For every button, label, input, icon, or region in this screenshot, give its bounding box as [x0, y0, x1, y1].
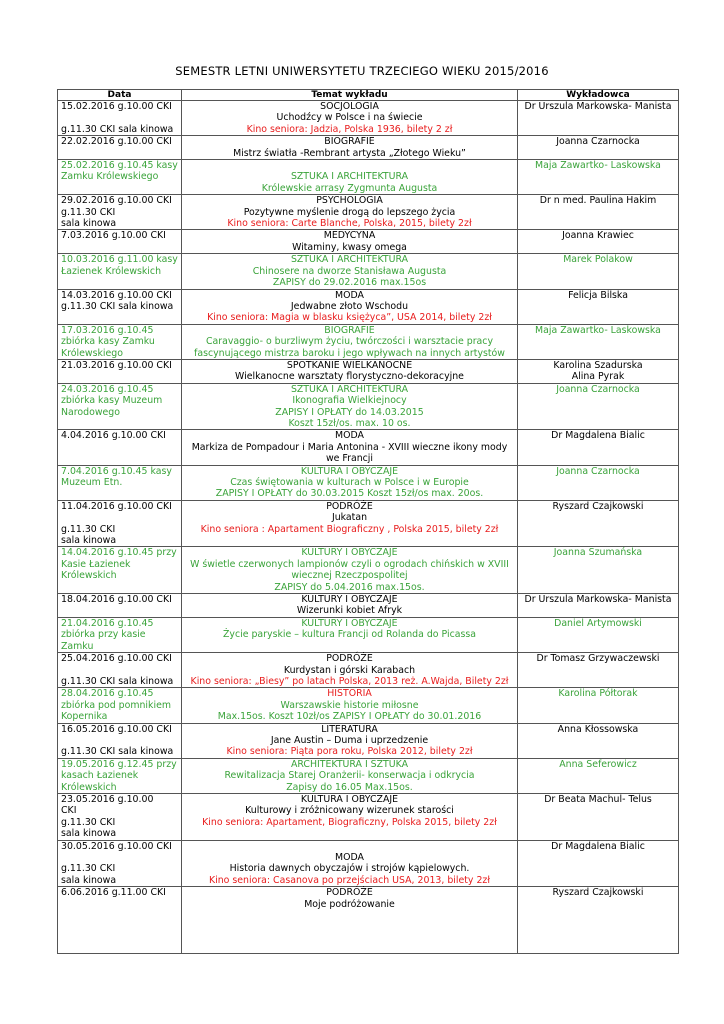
topic-line: Kino seniora: Magia w blasku księżyca”, USA 2014, bilety 2zł: [207, 312, 492, 324]
topic-line: Ikonografia Wielkiejnocy: [292, 395, 407, 407]
lecturer-cell: Marek Polakow: [518, 254, 679, 289]
topic-line: Witaminy, kwasy omega: [292, 241, 407, 253]
topic-line: Czas świętowania w kulturach w Polsce i w Europie: [230, 477, 469, 488]
date-cell: 16.05.2016 g.10.00 CKI g.11.30 CKI sala kinowa: [58, 723, 182, 758]
table-row: [58, 254, 679, 289]
table-row: [58, 617, 679, 652]
topic-cell: [182, 465, 518, 500]
date-cell: 29.02.2016 g.10.00 CKI g.11.30 CKI sala kinowa: [58, 195, 182, 230]
lecturer-cell: Daniel Artymowski: [518, 617, 679, 652]
table-row: [58, 383, 679, 430]
lecturer-cell: Joanna Czarnocka: [518, 465, 679, 500]
topic-line: LITERATURA: [321, 723, 378, 735]
topic-cell: [182, 617, 518, 652]
topic-line: MODA: [335, 852, 364, 863]
topic-line: Kino seniora: „Biesy” po latach Polska, 2013 reż. A.Wajda, Bilety 2zł: [190, 675, 509, 687]
lecturer-cell: Anna Kłossowska: [518, 723, 679, 758]
topic-line: BIOGRAFIE: [324, 324, 375, 336]
lecturer-cell: Anna Seferowicz: [518, 758, 679, 793]
date-cell: 25.02.2016 g.10.45 kasy Zamku Królewskiego: [58, 160, 182, 195]
topic-cell: [182, 160, 518, 195]
table-row: [58, 430, 679, 465]
topic-line: SOCJOLOGIA: [320, 101, 379, 112]
topic-line: SZTUKA I ARCHITEKTURA: [290, 171, 409, 183]
topic-line: ZAPISY do 5.04.2016 max.15os.: [274, 581, 425, 593]
topic-line: Wizerunki kobiet Afryk: [296, 605, 403, 617]
table-row: [58, 688, 679, 723]
lecturer-cell: Maja Zawartko- Laskowska: [518, 324, 679, 359]
topic-line: Zapisy do 16.05 Max.15os.: [286, 781, 413, 793]
table-row: [58, 723, 679, 758]
date-cell: 7.03.2016 g.10.00 CKI: [58, 230, 182, 254]
column-header-date: Data: [58, 90, 182, 101]
date-cell: 10.03.2016 g.11.00 kasy Łazienek Królewskich: [58, 254, 182, 289]
topic-cell: [182, 688, 518, 723]
topic-cell: [182, 136, 518, 160]
table-header-row: [58, 90, 679, 101]
topic-line: Pozytywne myślenie drogą do lepszego życia: [243, 206, 456, 218]
date-cell: 4.04.2016 g.10.00 CKI: [58, 430, 182, 465]
topic-cell: [182, 324, 518, 359]
topic-cell: [182, 383, 518, 430]
topic-line: PSYCHOLOGIA: [316, 195, 383, 207]
lecturer-cell: Maja Zawartko- Laskowska: [518, 160, 679, 195]
table-row: [58, 594, 679, 618]
table-row: [58, 289, 679, 324]
date-cell: 17.03.2016 g.10.45 zbiórka kasy Zamku Królewskiego: [58, 324, 182, 359]
topic-line: SZTUKA I ARCHITEKTURA: [290, 383, 409, 395]
date-cell: 14.04.2016 g.10.45 przy Kasie Łazienek Królewskich: [58, 547, 182, 594]
topic-cell: [182, 500, 518, 547]
topic-line: PODRÓŻE: [326, 500, 373, 512]
lecturer-cell: Ryszard Czajkowski: [518, 500, 679, 547]
table-row: [58, 547, 679, 594]
table-row: [58, 500, 679, 547]
lecturer-cell: Dr Urszula Markowska- Manista: [518, 101, 679, 136]
table-row: [58, 653, 679, 688]
table-row: [58, 793, 679, 840]
topic-cell: [182, 547, 518, 594]
topic-line: Życie paryskie – kultura Francji od Rolanda do Picassa: [223, 629, 476, 641]
topic-line: Królewskie arrasy Zygmunta Augusta: [261, 182, 438, 194]
date-cell: 19.05.2016 g.12.45 przy kasach Łazienek Królewskich: [58, 758, 182, 793]
topic-line: Jedwabne złoto Wschodu: [290, 300, 409, 312]
topic-line: Rewitalizacja Starej Oranżerii- konserwacja i odkrycia: [224, 770, 475, 782]
topic-line: SPOTKANIE WIELKANOCNE: [286, 359, 413, 371]
topic-line: Uchodźcy w Polsce i na świecie: [276, 112, 423, 124]
topic-line: ZAPISY I OPŁATY do 30.03.2015 Koszt 15zł/os max. 20os.: [215, 488, 484, 500]
topic-line: Kino seniora: Carte Blanche, Polska, 2015, bilety 2zł: [227, 218, 472, 230]
topic-line: KULTURY I OBYCZAJE: [301, 617, 398, 629]
date-cell: 6.06.2016 g.11.00 CKI: [58, 887, 182, 954]
topic-line: MEDYCYNA: [323, 230, 376, 242]
lecturer-cell: Dr Urszula Markowska- Manista: [518, 594, 679, 618]
topic-cell: [182, 723, 518, 758]
lecturer-cell: Joanna Czarnocka: [518, 136, 679, 160]
table-row: [58, 195, 679, 230]
date-cell: 23.05.2016 g.10.00 CKI g.11.30 CKI sala kinowa: [58, 793, 182, 840]
table-row: [58, 359, 679, 383]
topic-cell: [182, 840, 518, 887]
topic-cell: [182, 430, 518, 465]
schedule-table: [57, 89, 679, 954]
topic-line: Jane Austin – Duma i uprzedzenie: [270, 734, 429, 746]
topic-cell: [182, 254, 518, 289]
topic-line: W świetle czerwonych lampionów czyli o ogrodach chińskich w XVIII wiecznej Rzeczpospolitej: [190, 558, 509, 582]
date-cell: 25.04.2016 g.10.00 CKI g.11.30 CKI sala kinowa: [58, 653, 182, 688]
topic-cell: [182, 594, 518, 618]
topic-line: Kulturowy i zróżnicowany wizerunek starości: [245, 805, 454, 817]
topic-line: HISTORIA: [327, 688, 372, 700]
topic-line: Caravaggio- o burzliwym życiu, twórczości i warsztacie pracy fascynującego mistrza baroku i jego wpływach na innych artystów: [194, 336, 505, 359]
topic-line: KULTURA I OBYCZAJE: [300, 465, 399, 477]
table-row: [58, 230, 679, 254]
lecturer-cell: Dr Beata Machul- Telus: [518, 793, 679, 840]
topic-cell: [182, 359, 518, 383]
topic-cell: [182, 653, 518, 688]
topic-line: Koszt 15zł/os. max. 10 os.: [288, 417, 411, 429]
topic-cell: [182, 758, 518, 793]
topic-line: PODRÓŻE: [326, 653, 373, 665]
column-header-lecturer: Wykładowca: [518, 90, 679, 101]
topic-line: PODRÓŻE: [326, 887, 373, 899]
topic-line: BIOGRAFIE: [324, 136, 375, 148]
lecturer-cell: Ryszard Czajkowski: [518, 887, 679, 954]
topic-line: ARCHITEKTURA I SZTUKA: [290, 758, 409, 770]
lecturer-cell: Dr n med. Paulina Hakim: [518, 195, 679, 230]
date-cell: 11.04.2016 g.10.00 CKI g.11.30 CKI sala kinowa: [58, 500, 182, 547]
lecturer-cell: Joanna Czarnocka: [518, 383, 679, 430]
topic-line: Kurdystan i górski Karabach: [283, 664, 416, 676]
date-cell: 15.02.2016 g.10.00 CKI g.11.30 CKI sala kinowa: [58, 101, 182, 136]
date-cell: 14.03.2016 g.10.00 CKI g.11.30 CKI sala kinowa: [58, 289, 182, 324]
topic-line: [185, 841, 514, 852]
schedule-body: [58, 101, 679, 954]
topic-line: KULTURY I OBYCZAJE: [301, 594, 398, 606]
date-cell: 18.04.2016 g.10.00 CKI: [58, 594, 182, 618]
topic-cell: [182, 101, 518, 136]
date-cell: 22.02.2016 g.10.00 CKI: [58, 136, 182, 160]
topic-line: MODA: [335, 289, 364, 301]
table-row: [58, 324, 679, 359]
lecturer-cell: Dr Magdalena Bialic: [518, 430, 679, 465]
topic-line: ZAPISY do 29.02.2016 max.15os: [272, 277, 427, 289]
topic-line: KULTURA I OBYCZAJE: [300, 793, 399, 805]
topic-line: Kino seniora: Apartament, Biograficzny, Polska 2015, bilety 2zł: [202, 816, 497, 828]
topic-line: MODA: [335, 430, 364, 442]
topic-line: Kino seniora : Apartament Biograficzny , Polska 2015, bilety 2zł: [200, 523, 499, 535]
topic-line: Moje podróżowanie: [304, 898, 395, 910]
date-cell: 7.04.2016 g.10.45 kasy Muzeum Etn.: [58, 465, 182, 500]
topic-cell: [182, 195, 518, 230]
topic-line: Wielkanocne warsztaty florystyczno-dekoracyjne: [235, 371, 464, 383]
topic-line: SZTUKA I ARCHITEKTURA: [290, 254, 409, 266]
table-row: [58, 840, 679, 887]
topic-line: Kino seniora: Casanova po przejściach USA, 2013, bilety 2zł: [208, 874, 491, 886]
date-cell: 28.04.2016 g.10.45 zbiórka pod pomnikiem Kopernika: [58, 688, 182, 723]
topic-line: Max.15os. Koszt 10zł/os ZAPISY I OPŁATY do 30.01.2016: [217, 711, 482, 723]
date-cell: 21.03.2016 g.10.00 CKI: [58, 359, 182, 383]
topic-line: [185, 160, 514, 171]
topic-cell: [182, 887, 518, 954]
topic-line: Kino seniora: Piąta pora roku, Polska 2012, bilety 2zł: [226, 746, 473, 758]
table-row: [58, 465, 679, 500]
column-header-topic: Temat wykładu: [182, 90, 518, 101]
table-row: [58, 887, 679, 954]
topic-cell: [182, 289, 518, 324]
lecturer-cell: Dr Magdalena Bialic: [518, 840, 679, 887]
table-row: [58, 160, 679, 195]
table-row: [58, 136, 679, 160]
date-cell: 30.05.2016 g.10.00 CKI g.11.30 CKI sala kinowa: [58, 840, 182, 887]
lecturer-cell: Joanna Krawiec: [518, 230, 679, 254]
date-cell: 21.04.2016 g.10.45 zbiórka przy kasie Zamku: [58, 617, 182, 652]
topic-cell: [182, 793, 518, 840]
lecturer-cell: Dr Tomasz Grzywaczewski: [518, 653, 679, 688]
topic-line: Chinosere na dworze Stanisława Augusta: [252, 265, 447, 277]
document-title: SEMESTR LETNI UNIWERSYTETU TRZECIEGO WIEKU 2015/2016: [175, 64, 549, 78]
topic-line: Kino seniora: Jadzia, Polska 1936, bilety 2 zł: [246, 123, 453, 135]
topic-line: Warszawskie historie miłosne: [280, 699, 419, 711]
lecturer-cell: Karolina Półtorak: [518, 688, 679, 723]
table-row: [58, 758, 679, 793]
topic-line: Mistrz światła -Rembrant artysta „Złotego Wieku”: [233, 147, 466, 159]
topic-cell: [182, 230, 518, 254]
topic-line: Historia dawnych obyczajów i strojów kąpielowych.: [229, 863, 470, 875]
topic-line: Markiza de Pompadour i Maria Antonina - XVIII wieczne ikony mody we Francji: [191, 441, 508, 465]
date-cell: 24.03.2016 g.10.45 zbiórka kasy Muzeum Narodowego: [58, 383, 182, 430]
topic-line: KULTURY I OBYCZAJE: [301, 547, 398, 559]
topic-line: ZAPISY I OPŁATY do 14.03.2015: [275, 406, 424, 418]
topic-line: Jukatan: [331, 512, 368, 524]
lecturer-cell: Joanna Szumańska: [518, 547, 679, 594]
lecturer-cell: Felicja Bilska: [518, 289, 679, 324]
table-row: [58, 101, 679, 136]
lecturer-cell: Karolina Szadurska Alina Pyrak: [518, 359, 679, 383]
